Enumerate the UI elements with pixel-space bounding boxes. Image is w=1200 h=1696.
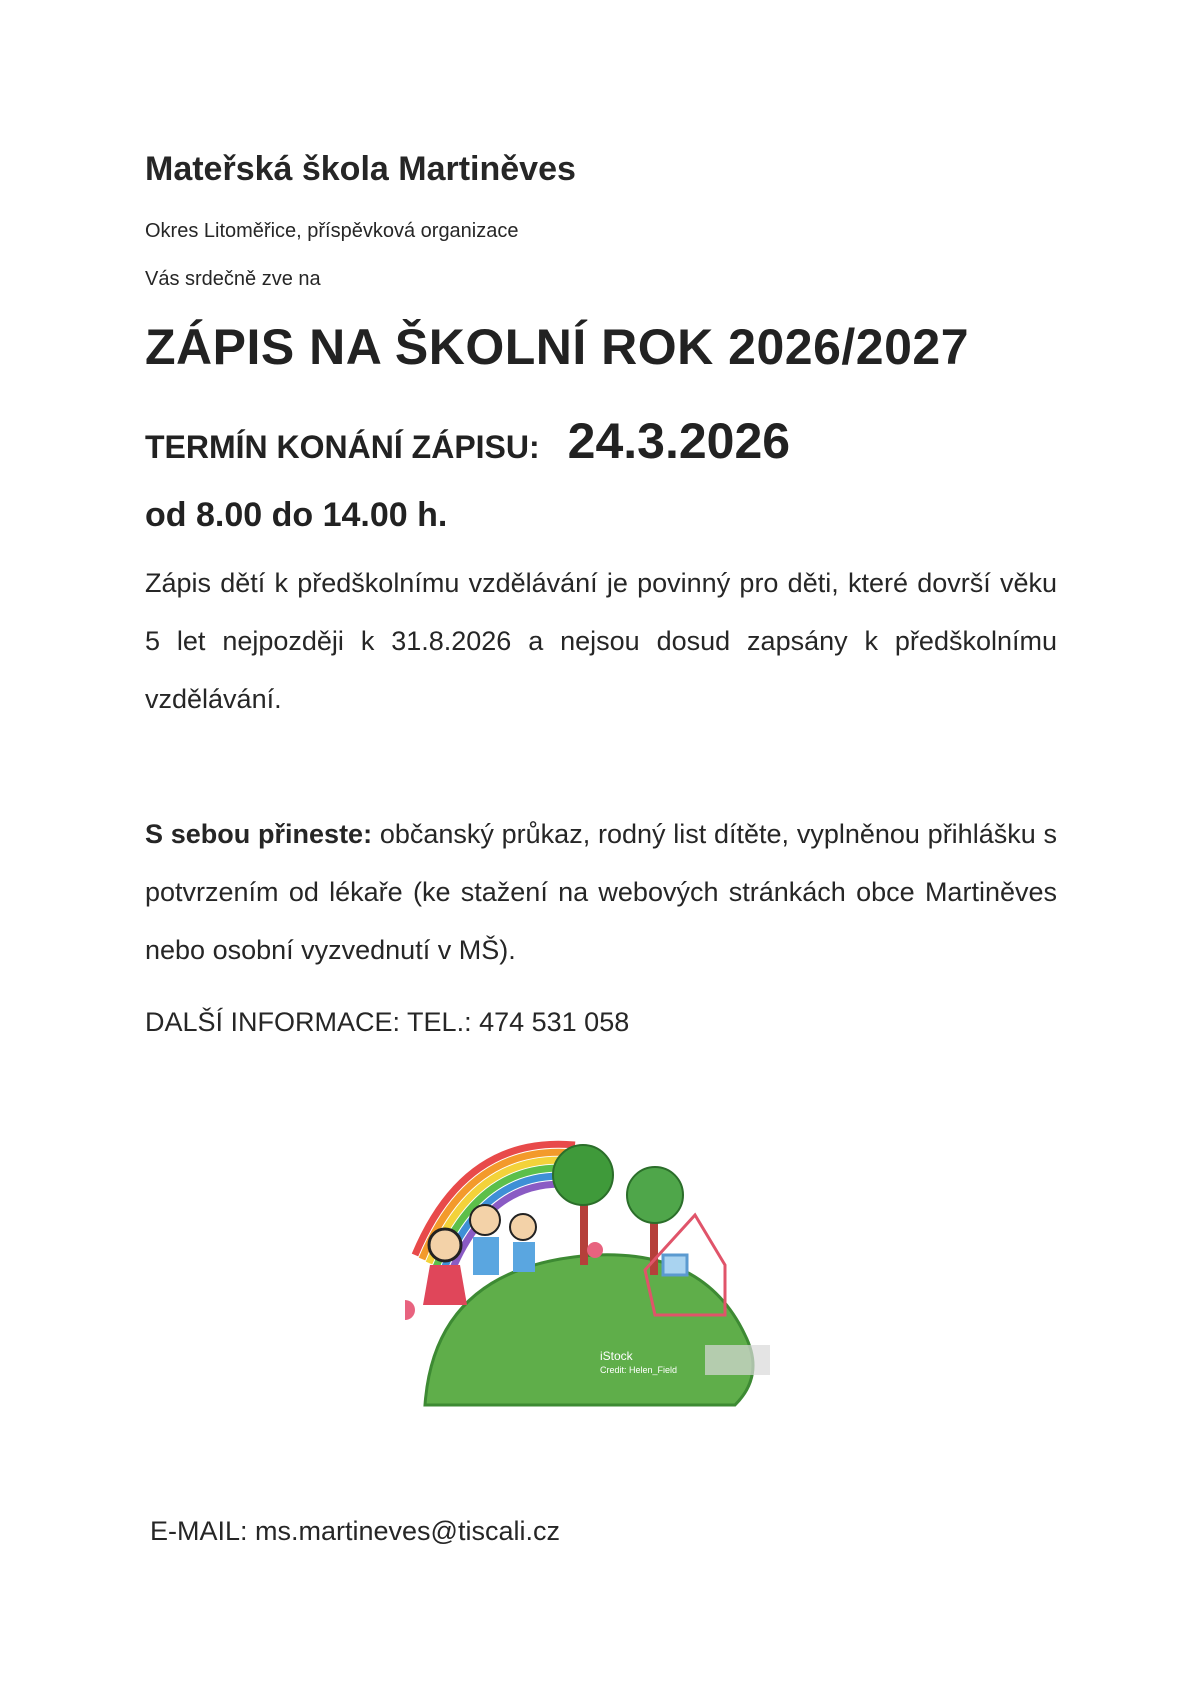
term-label: TERMÍN KONÁNÍ ZÁPISU: <box>145 429 540 465</box>
bring-text: občanský průkaz, rodný list dítěte, vyplněnou přihlášku s potvrzením od lékaře (ke stažení na webových stránkách obce Martiněves nebo osobní vyzvednutí v MŠ). <box>145 819 1057 965</box>
enrollment-term <box>145 412 790 470</box>
watermark-brand: iStock <box>600 1349 633 1363</box>
children-drawing-illustration <box>405 1115 845 1415</box>
green-hill <box>425 1255 753 1405</box>
enrollment-headline: ZÁPIS NA ŠKOLNÍ ROK 2026/2027 <box>145 319 970 375</box>
bring-label: S sebou přineste: <box>145 819 373 849</box>
enrollment-hours: od 8.00 do 14.00 h. <box>145 496 448 534</box>
term-date: 24.3.2026 <box>567 413 791 469</box>
obligation-paragraph: Zápis dětí k předškolnímu vzdělávání je povinný pro děti, které dovrší věku 5 let nejpozději k 31.8.2026 a nejsou dosud zapsány k předškolnímu vzdělávání. <box>145 568 1057 714</box>
contact-phone: DALŠÍ INFORMACE: TEL.: 474 531 058 <box>145 1007 630 1037</box>
school-name: Mateřská škola Martiněves <box>145 150 576 188</box>
school-district: Okres Litoměřice, příspěvková organizace <box>145 220 519 242</box>
watermark-credit: Credit: Helen_Field <box>600 1365 678 1375</box>
contact-email: E-MAIL: ms.martineves@tiscali.cz <box>150 1516 560 1546</box>
invite-text: Vás srdečně zve na <box>145 268 321 290</box>
bring-paragraph <box>145 805 1057 979</box>
